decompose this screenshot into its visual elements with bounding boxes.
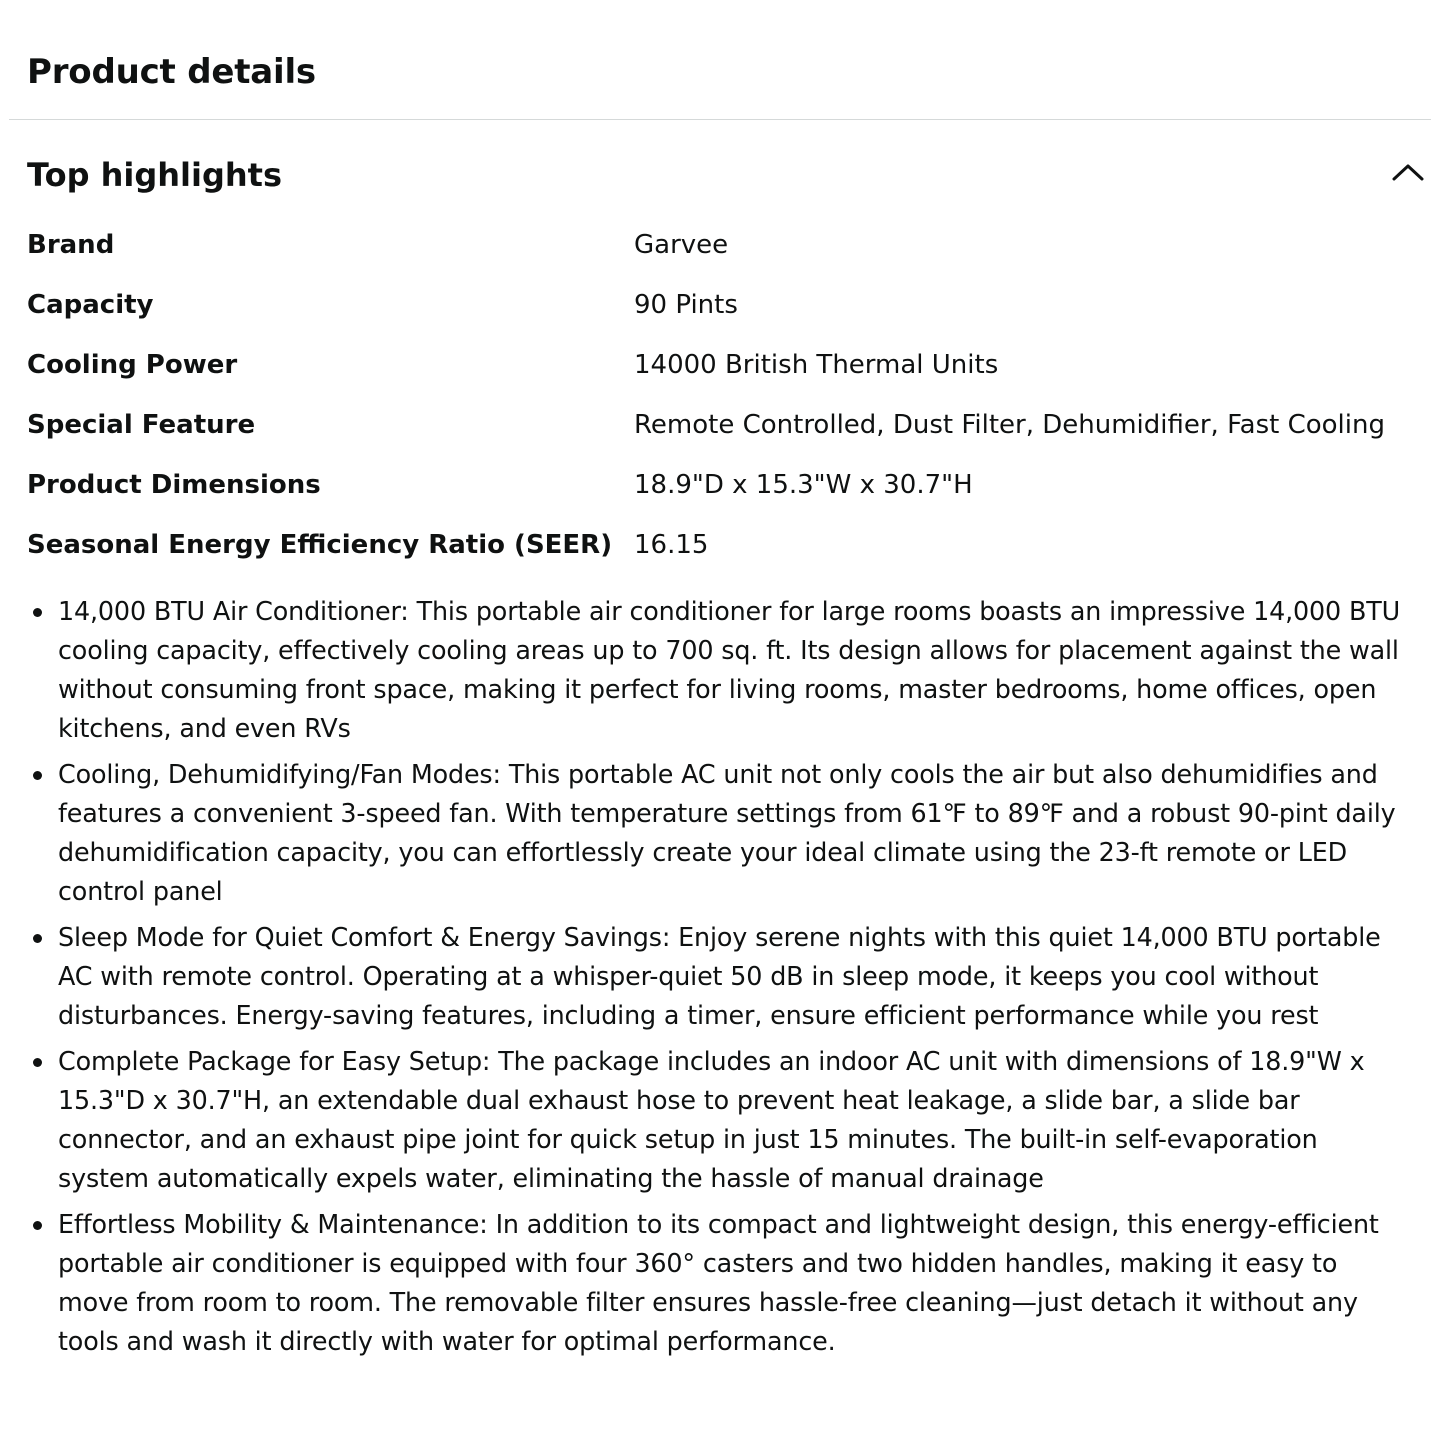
feature-bullet-text: 14,000 BTU Air Conditioner: This portable air conditioner for large rooms boasts an impressive 14,000 BTU cooling capacity, effectively cooling areas up to 700 sq. ft. Its design allows for placement against the wall without consuming front space, making it perfect for living rooms, master bedrooms, home offices, open kitchens, and even RVs [58,596,1401,743]
feature-bullet-text: Effortless Mobility & Maintenance: In addition to its compact and lightweight design, this energy-efficient portable air conditioner is equipped with four 360° casters and two hidden handles, making it easy to move from room to room. The removable filter ensures hassle-free cleaning—just detach it without any tools and wash it directly with water for optimal performance. [58,1209,1379,1356]
feature-bullet [27,1042,1413,1198]
feature-bullet [27,592,1413,748]
spec-table [27,215,1417,575]
spec-row-brand [27,215,1417,275]
feature-bullet-list [27,592,1413,1368]
spec-row-special-feature [27,395,1417,455]
feature-bullet [27,918,1413,1035]
spec-value: 16.15 [634,530,709,560]
spec-row-product-dimensions [27,455,1417,515]
spec-label: Seasonal Energy Efficiency Ratio (SEER) [27,530,613,560]
spec-value: 18.9"D x 15.3"W x 30.7"H [634,470,973,500]
bullet-dot-icon [33,771,42,780]
feature-bullet [27,1205,1413,1361]
feature-bullet-text: Complete Package for Easy Setup: The package includes an indoor AC unit with dimensions of 18.9"W x 15.3"D x 30.7"H, an extendable dual exhaust hose to prevent heat leakage, a slide bar, a slide bar connector, and an exhaust pipe joint for quick setup in just 15 minutes. The built-in self-evaporation system automatically expels water, eliminating the hassle of manual drainage [58,1046,1365,1193]
section-divider [9,119,1431,120]
bullet-dot-icon [33,934,42,943]
section-title: Top highlights [27,156,283,194]
spec-value: 90 Pints [634,290,738,320]
spec-row-cooling-power [27,335,1417,395]
spec-value: Garvee [634,230,729,260]
page-title: Product details [27,52,316,92]
spec-label: Capacity [27,290,154,320]
spec-label: Cooling Power [27,350,238,380]
bullet-dot-icon [33,1221,42,1230]
spec-row-capacity [27,275,1417,335]
bullet-dot-icon [33,608,42,617]
chevron-up-icon[interactable] [1390,160,1426,184]
feature-bullet [27,755,1413,911]
feature-bullet-text: Sleep Mode for Quiet Comfort & Energy Savings: Enjoy serene nights with this quiet 14,000 BTU portable AC with remote control. Operating at a whisper-quiet 50 dB in sleep mode, it keeps you cool without disturbances. Energy-saving features, including a timer, ensure efficient performance while you rest [58,922,1381,1030]
bullet-dot-icon [33,1058,42,1067]
spec-label: Brand [27,230,115,260]
top-highlights-toggle[interactable] [27,150,1426,200]
feature-bullet-text: Cooling, Dehumidifying/Fan Modes: This portable AC unit not only cools the air but also dehumidifies and features a convenient 3-speed fan. With temperature settings from 61℉ to 89℉ and a robust 90-pint daily dehumidification capacity, you can effortlessly create your ideal climate using the 23-ft remote or LED control panel [58,759,1396,906]
spec-value: Remote Controlled, Dust Filter, Dehumidifier, Fast Cooling [634,410,1385,440]
spec-row-seer [27,515,1417,575]
spec-label: Product Dimensions [27,470,321,500]
spec-value: 14000 British Thermal Units [634,350,999,380]
spec-label: Special Feature [27,410,256,440]
